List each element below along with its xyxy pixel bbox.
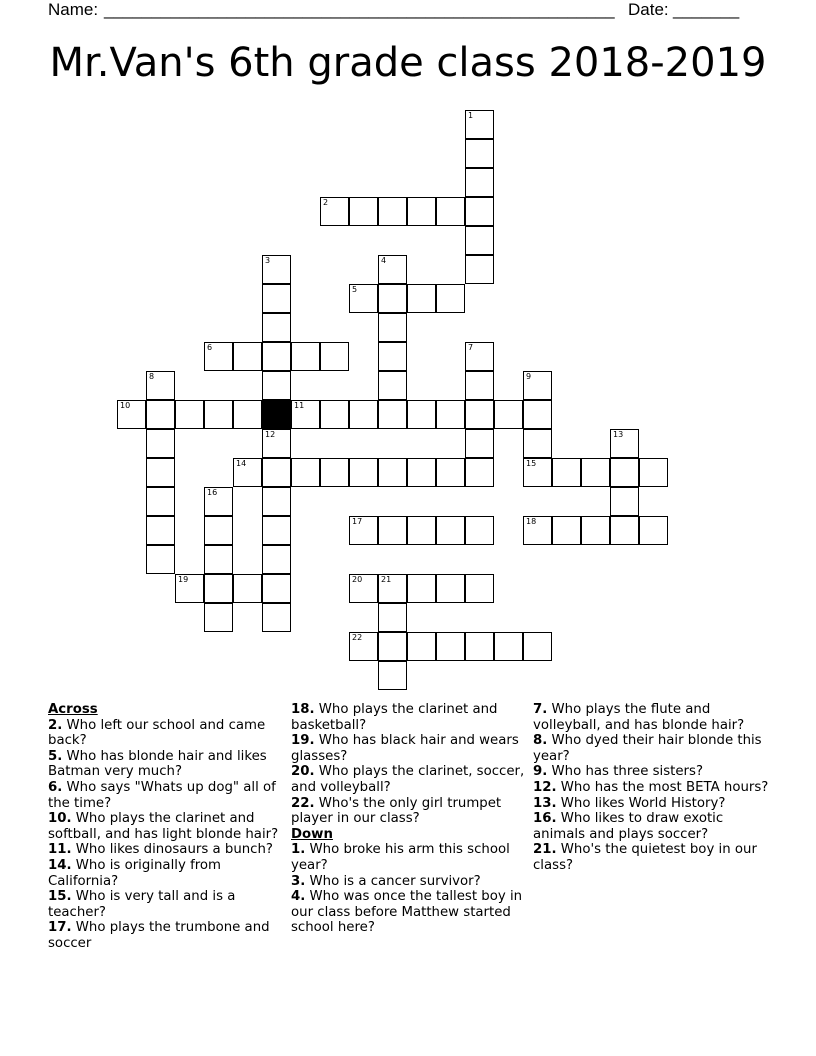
grid-cell[interactable] (349, 400, 378, 429)
clue-number: 7. (533, 702, 548, 717)
grid-cell[interactable] (523, 429, 552, 458)
clue-text: Who plays the clarinet and softball, and has light blonde hair? (48, 811, 279, 842)
clue-number-6: 6 (207, 343, 213, 352)
grid-cell[interactable] (436, 284, 465, 313)
grid-cell[interactable] (494, 400, 523, 429)
clue-number-22: 22 (352, 633, 363, 642)
clue-number: 13. (533, 795, 557, 811)
clue-text: Who likes World History? (556, 795, 726, 811)
date-field[interactable]: _______ (673, 0, 740, 19)
clue-text: Who plays the clarinet and basketball? (291, 702, 498, 733)
clue-number: 9. (533, 764, 548, 780)
clue-down-8 (533, 733, 773, 764)
grid-cell[interactable] (465, 139, 494, 168)
grid-cell[interactable] (639, 516, 668, 545)
clue-number-4: 4 (381, 256, 387, 265)
grid-cell[interactable] (465, 400, 494, 429)
grid-cell[interactable] (465, 632, 494, 661)
grid-cell[interactable] (233, 342, 262, 371)
clue-text: Who's the quietest boy in our class? (533, 842, 757, 873)
grid-cell[interactable] (523, 400, 552, 429)
grid-cell[interactable] (320, 197, 349, 226)
grid-cell[interactable] (552, 516, 581, 545)
clue-text: Who plays the trumbone and soccer (48, 920, 270, 951)
clue-across-19 (291, 733, 527, 764)
clue-number: 14. (48, 857, 72, 873)
grid-cell[interactable] (349, 458, 378, 487)
grid-cell[interactable] (639, 458, 668, 487)
clue-across-6 (48, 780, 288, 811)
grid-cell[interactable] (378, 458, 407, 487)
grid-cell[interactable] (146, 458, 175, 487)
date-label: Date: (628, 0, 669, 19)
grid-cell[interactable] (407, 574, 436, 603)
clue-number: 22. (291, 795, 315, 811)
clue-number-11: 11 (294, 401, 305, 410)
clue-text: Who is a cancer survivor? (305, 873, 481, 889)
clue-text: Who has black hair and wears glasses? (291, 733, 519, 764)
grid-cell[interactable] (204, 342, 233, 371)
clue-down-12 (533, 780, 773, 796)
grid-cell[interactable] (233, 400, 262, 429)
clue-down-16 (533, 811, 773, 842)
clue-number-15: 15 (526, 459, 537, 468)
grid-cell[interactable] (378, 197, 407, 226)
clue-number: 2. (48, 717, 63, 733)
grid-cell[interactable] (465, 429, 494, 458)
clue-across-10 (48, 811, 288, 842)
grid-cell[interactable] (378, 342, 407, 371)
clue-number: 16. (533, 811, 557, 827)
clue-number: 8. (533, 733, 548, 749)
grid-cell[interactable] (523, 371, 552, 400)
clue-number: 1. (291, 842, 306, 858)
grid-cell[interactable] (494, 632, 523, 661)
grid-cell[interactable] (378, 632, 407, 661)
black-square (262, 400, 291, 429)
clue-text: Who has blonde hair and likes Batman very much? (48, 748, 267, 780)
clue-text: Who has the most BETA hours? (556, 779, 769, 795)
grid-cell[interactable] (465, 574, 494, 603)
grid-cell[interactable] (291, 458, 320, 487)
grid-cell[interactable] (204, 545, 233, 574)
grid-cell[interactable] (146, 371, 175, 400)
grid-cell[interactable] (262, 313, 291, 342)
grid-cell[interactable] (407, 632, 436, 661)
grid-cell[interactable] (407, 284, 436, 313)
grid-cell[interactable] (175, 574, 204, 603)
clue-number-18: 18 (526, 517, 537, 526)
grid-cell[interactable] (465, 458, 494, 487)
clue-text: Who plays the flute and volleyball, and has blonde hair? (533, 702, 745, 733)
grid-cell[interactable] (320, 342, 349, 371)
grid-cell[interactable] (204, 516, 233, 545)
grid-cell[interactable] (436, 197, 465, 226)
grid-cell[interactable] (262, 429, 291, 458)
clue-text: Who has three sisters? (547, 764, 704, 780)
grid-cell[interactable] (349, 284, 378, 313)
grid-cell[interactable] (407, 197, 436, 226)
grid-cell[interactable] (175, 400, 204, 429)
grid-cell[interactable] (581, 458, 610, 487)
grid-cell[interactable] (523, 458, 552, 487)
grid-cell[interactable] (523, 632, 552, 661)
clue-number-3: 3 (265, 256, 271, 265)
down-heading: Down (291, 826, 333, 842)
across-heading: Across (48, 702, 98, 717)
clue-text: Who was once the tallest boy in our class before Matthew started school here? (291, 889, 523, 936)
clue-number: 11. (48, 842, 72, 858)
clue-text: Who likes to draw exotic animals and plays soccer? (533, 811, 724, 842)
clue-down-13 (533, 796, 773, 812)
clue-text: Who left our school and came back? (48, 717, 266, 749)
grid-cell[interactable] (146, 487, 175, 516)
grid-cell[interactable] (320, 458, 349, 487)
clue-down-3 (291, 874, 527, 890)
clue-number-17: 17 (352, 517, 363, 526)
grid-cell[interactable] (146, 545, 175, 574)
grid-cell[interactable] (378, 574, 407, 603)
clue-number: 19. (291, 733, 315, 749)
grid-cell[interactable] (204, 603, 233, 632)
grid-cell[interactable] (146, 516, 175, 545)
clue-across-22 (291, 796, 527, 827)
clue-number: 18. (291, 702, 315, 717)
grid-cell[interactable] (436, 632, 465, 661)
grid-cell[interactable] (117, 400, 146, 429)
grid-cell[interactable] (378, 516, 407, 545)
clue-text: Who broke his arm this school year? (291, 842, 510, 873)
grid-cell[interactable] (581, 516, 610, 545)
grid-cell[interactable] (262, 342, 291, 371)
grid-cell[interactable] (378, 661, 407, 690)
grid-cell[interactable] (465, 197, 494, 226)
grid-cell[interactable] (291, 400, 320, 429)
clue-across-20 (291, 764, 527, 795)
grid-cell[interactable] (378, 371, 407, 400)
grid-cell[interactable] (378, 400, 407, 429)
clue-text: Who dyed their hair blonde this year? (533, 733, 762, 764)
grid-cell[interactable] (262, 516, 291, 545)
grid-cell[interactable] (407, 400, 436, 429)
grid-cell[interactable] (262, 487, 291, 516)
clue-number: 6. (48, 779, 63, 795)
grid-cell[interactable] (262, 371, 291, 400)
clue-number: 17. (48, 920, 72, 936)
clue-number-9: 9 (526, 372, 532, 381)
grid-cell[interactable] (407, 458, 436, 487)
grid-cell[interactable] (610, 458, 639, 487)
clue-number-19: 19 (178, 575, 189, 584)
grid-cell[interactable] (465, 168, 494, 197)
clues-column-2 (291, 702, 527, 936)
grid-cell[interactable] (349, 574, 378, 603)
grid-cell[interactable] (146, 400, 175, 429)
grid-cell[interactable] (465, 342, 494, 371)
clue-down-1 (291, 842, 527, 873)
grid-cell[interactable] (233, 458, 262, 487)
grid-cell[interactable] (465, 371, 494, 400)
clue-number-14: 14 (236, 459, 247, 468)
clue-text: Who's the only girl trumpet player in our class? (291, 795, 502, 827)
clue-across-15 (48, 889, 288, 920)
clues-column-3 (533, 702, 773, 874)
clue-number-12: 12 (265, 430, 276, 439)
grid-cell[interactable] (349, 516, 378, 545)
name-field[interactable]: ______________________________________________________ (104, 0, 615, 19)
clue-number: 12. (533, 779, 557, 795)
grid-cell[interactable] (262, 255, 291, 284)
grid-cell[interactable] (262, 603, 291, 632)
grid-cell[interactable] (407, 516, 436, 545)
clue-number-1: 1 (468, 111, 474, 120)
grid-cell[interactable] (262, 458, 291, 487)
clue-number: 10. (48, 811, 72, 827)
clue-number-7: 7 (468, 343, 474, 352)
grid-cell[interactable] (204, 487, 233, 516)
clue-text: Who likes dinosaurs a bunch? (71, 842, 273, 858)
clue-across-11 (48, 842, 288, 858)
grid-cell[interactable] (262, 545, 291, 574)
grid-cell[interactable] (378, 603, 407, 632)
grid-cell[interactable] (204, 400, 233, 429)
grid-cell[interactable] (610, 429, 639, 458)
clue-number: 4. (291, 889, 306, 905)
clue-number: 15. (48, 889, 72, 905)
grid-cell[interactable] (436, 574, 465, 603)
clue-number-2: 2 (323, 198, 329, 207)
clue-down-21 (533, 842, 773, 873)
page-title: Mr.Van's 6th grade class 2018-2019 (49, 40, 767, 86)
clue-text: Who plays the clarinet, soccer, and volleyball? (291, 764, 525, 795)
grid-cell[interactable] (262, 284, 291, 313)
grid-cell[interactable] (465, 110, 494, 139)
grid-cell[interactable] (320, 400, 349, 429)
clue-number: 3. (291, 873, 306, 889)
clue-across-18 (291, 702, 527, 733)
clue-number-13: 13 (613, 430, 624, 439)
grid-cell[interactable] (378, 255, 407, 284)
clue-number-20: 20 (352, 575, 363, 584)
grid-cell[interactable] (465, 255, 494, 284)
clue-number: 20. (291, 764, 315, 780)
grid-cell[interactable] (523, 516, 552, 545)
grid-cell[interactable] (378, 313, 407, 342)
clue-text: Who is originally from California? (48, 857, 222, 889)
grid-cell[interactable] (262, 574, 291, 603)
clue-text: Who is very tall and is a teacher? (48, 889, 236, 920)
clue-down-7 (533, 702, 773, 733)
clue-across-5 (48, 749, 288, 780)
grid-cell[interactable] (610, 516, 639, 545)
grid-cell[interactable] (465, 226, 494, 255)
clue-across-2 (48, 718, 288, 749)
clue-across-14 (48, 858, 288, 889)
grid-cell[interactable] (378, 284, 407, 313)
grid-cell[interactable] (465, 516, 494, 545)
grid-cell[interactable] (610, 487, 639, 516)
clue-number: 5. (48, 748, 63, 764)
grid-cell[interactable] (291, 342, 320, 371)
clue-number-21: 21 (381, 575, 392, 584)
grid-cell[interactable] (204, 574, 233, 603)
grid-cell[interactable] (436, 400, 465, 429)
clue-number: 21. (533, 842, 557, 858)
grid-cell[interactable] (436, 516, 465, 545)
grid-cell[interactable] (349, 197, 378, 226)
clue-across-17 (48, 920, 288, 951)
clue-number-8: 8 (149, 372, 155, 381)
grid-cell[interactable] (233, 574, 262, 603)
clue-down-4 (291, 889, 527, 936)
grid-cell[interactable] (436, 458, 465, 487)
name-label: Name: (48, 0, 99, 19)
clues-column-1 (48, 702, 288, 952)
clue-text: Who says "Whats up dog" all of the time? (48, 779, 276, 811)
clue-number-10: 10 (120, 401, 131, 410)
grid-cell[interactable] (349, 632, 378, 661)
grid-cell[interactable] (552, 458, 581, 487)
clue-down-9 (533, 764, 773, 780)
grid-cell[interactable] (146, 429, 175, 458)
clue-number-5: 5 (352, 285, 358, 294)
clue-number-16: 16 (207, 488, 218, 497)
